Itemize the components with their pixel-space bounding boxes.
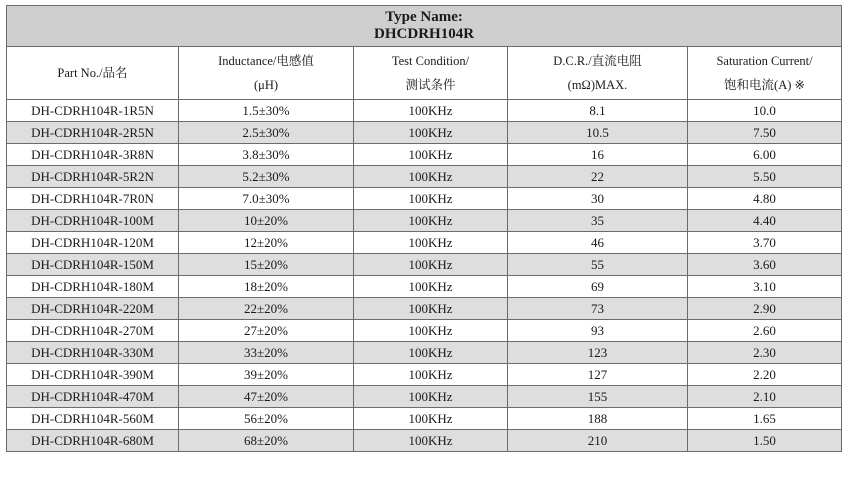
cell-dcr: 188 (508, 408, 688, 430)
header-inductance-line2: (μH) (253, 78, 279, 92)
cell-saturation-current: 4.80 (688, 188, 842, 210)
cell-part-no: DH-CDRH104R-560M (7, 408, 179, 430)
cell-inductance: 33±20% (179, 342, 354, 364)
header-dcr (508, 47, 688, 100)
cell-saturation-current: 2.20 (688, 364, 842, 386)
cell-inductance: 56±20% (179, 408, 354, 430)
header-row (7, 47, 842, 100)
cell-inductance: 18±20% (179, 276, 354, 298)
cell-dcr: 127 (508, 364, 688, 386)
cell-saturation-current: 5.50 (688, 166, 842, 188)
table-row (7, 166, 842, 188)
cell-inductance: 47±20% (179, 386, 354, 408)
table-row (7, 100, 842, 122)
cell-saturation-current: 1.65 (688, 408, 842, 430)
table-row (7, 342, 842, 364)
cell-dcr: 69 (508, 276, 688, 298)
header-saturation-current-line1: Saturation Current/ (716, 54, 813, 68)
cell-part-no: DH-CDRH104R-3R8N (7, 144, 179, 166)
cell-test-condition: 100KHz (354, 100, 508, 122)
cell-inductance: 39±20% (179, 364, 354, 386)
cell-test-condition: 100KHz (354, 276, 508, 298)
header-part-no-line1: Part No./品名 (57, 66, 128, 80)
cell-test-condition: 100KHz (354, 232, 508, 254)
header-test-condition-line1: Test Condition/ (391, 54, 470, 68)
cell-saturation-current: 3.10 (688, 276, 842, 298)
cell-test-condition: 100KHz (354, 166, 508, 188)
cell-saturation-current: 2.30 (688, 342, 842, 364)
cell-saturation-current: 3.60 (688, 254, 842, 276)
table-row (7, 386, 842, 408)
cell-saturation-current: 7.50 (688, 122, 842, 144)
cell-part-no: DH-CDRH104R-470M (7, 386, 179, 408)
cell-dcr: 93 (508, 320, 688, 342)
cell-saturation-current: 2.10 (688, 386, 842, 408)
cell-inductance: 3.8±30% (179, 144, 354, 166)
cell-inductance: 12±20% (179, 232, 354, 254)
cell-dcr: 123 (508, 342, 688, 364)
spec-table (6, 5, 842, 452)
cell-dcr: 35 (508, 210, 688, 232)
cell-dcr: 55 (508, 254, 688, 276)
cell-saturation-current: 4.40 (688, 210, 842, 232)
cell-dcr: 155 (508, 386, 688, 408)
header-dcr-line1: D.C.R./直流电阻 (553, 54, 642, 68)
type-name-value: DHCDRH104R (374, 26, 475, 42)
cell-dcr: 22 (508, 166, 688, 188)
cell-inductance: 10±20% (179, 210, 354, 232)
cell-test-condition: 100KHz (354, 386, 508, 408)
table-row (7, 232, 842, 254)
table-row (7, 144, 842, 166)
cell-dcr: 10.5 (508, 122, 688, 144)
table-row (7, 364, 842, 386)
table-row (7, 430, 842, 452)
table-body (7, 100, 842, 452)
cell-inductance: 27±20% (179, 320, 354, 342)
cell-dcr: 73 (508, 298, 688, 320)
spec-sheet (6, 5, 841, 452)
cell-part-no: DH-CDRH104R-2R5N (7, 122, 179, 144)
cell-part-no: DH-CDRH104R-390M (7, 364, 179, 386)
cell-part-no: DH-CDRH104R-120M (7, 232, 179, 254)
cell-saturation-current: 6.00 (688, 144, 842, 166)
cell-saturation-current: 2.60 (688, 320, 842, 342)
header-saturation-current (688, 47, 842, 100)
cell-part-no: DH-CDRH104R-1R5N (7, 100, 179, 122)
cell-saturation-current: 1.50 (688, 430, 842, 452)
header-inductance (179, 47, 354, 100)
cell-part-no: DH-CDRH104R-220M (7, 298, 179, 320)
cell-test-condition: 100KHz (354, 210, 508, 232)
cell-inductance: 5.2±30% (179, 166, 354, 188)
cell-test-condition: 100KHz (354, 320, 508, 342)
table-row (7, 408, 842, 430)
header-saturation-current-line2: 饱和电流(A) ※ (724, 78, 805, 92)
cell-inductance: 15±20% (179, 254, 354, 276)
header-test-condition (354, 47, 508, 100)
table-row (7, 254, 842, 276)
header-dcr-line2: (mΩ)MAX. (567, 78, 628, 92)
cell-test-condition: 100KHz (354, 364, 508, 386)
cell-saturation-current: 2.90 (688, 298, 842, 320)
cell-dcr: 210 (508, 430, 688, 452)
cell-test-condition: 100KHz (354, 122, 508, 144)
cell-inductance: 7.0±30% (179, 188, 354, 210)
cell-part-no: DH-CDRH104R-150M (7, 254, 179, 276)
header-part-no (7, 47, 179, 100)
cell-dcr: 8.1 (508, 100, 688, 122)
cell-part-no: DH-CDRH104R-680M (7, 430, 179, 452)
cell-test-condition: 100KHz (354, 430, 508, 452)
cell-dcr: 30 (508, 188, 688, 210)
table-title (7, 6, 842, 47)
table-row (7, 320, 842, 342)
cell-test-condition: 100KHz (354, 298, 508, 320)
cell-part-no: DH-CDRH104R-7R0N (7, 188, 179, 210)
table-row (7, 122, 842, 144)
cell-dcr: 16 (508, 144, 688, 166)
cell-part-no: DH-CDRH104R-330M (7, 342, 179, 364)
cell-test-condition: 100KHz (354, 408, 508, 430)
cell-test-condition: 100KHz (354, 342, 508, 364)
table-row (7, 210, 842, 232)
table-row (7, 188, 842, 210)
cell-test-condition: 100KHz (354, 254, 508, 276)
cell-part-no: DH-CDRH104R-5R2N (7, 166, 179, 188)
table-row (7, 298, 842, 320)
type-name-label: Type Name: (385, 9, 463, 25)
cell-inductance: 1.5±30% (179, 100, 354, 122)
cell-test-condition: 100KHz (354, 188, 508, 210)
cell-inductance: 22±20% (179, 298, 354, 320)
cell-inductance: 68±20% (179, 430, 354, 452)
cell-part-no: DH-CDRH104R-270M (7, 320, 179, 342)
cell-inductance: 2.5±30% (179, 122, 354, 144)
header-test-condition-line2: 测试条件 (405, 78, 456, 92)
table-row (7, 276, 842, 298)
cell-saturation-current: 3.70 (688, 232, 842, 254)
cell-part-no: DH-CDRH104R-100M (7, 210, 179, 232)
cell-test-condition: 100KHz (354, 144, 508, 166)
title-row (7, 6, 842, 47)
header-inductance-line1: Inductance/电感值 (218, 54, 314, 68)
cell-saturation-current: 10.0 (688, 100, 842, 122)
cell-dcr: 46 (508, 232, 688, 254)
cell-part-no: DH-CDRH104R-180M (7, 276, 179, 298)
